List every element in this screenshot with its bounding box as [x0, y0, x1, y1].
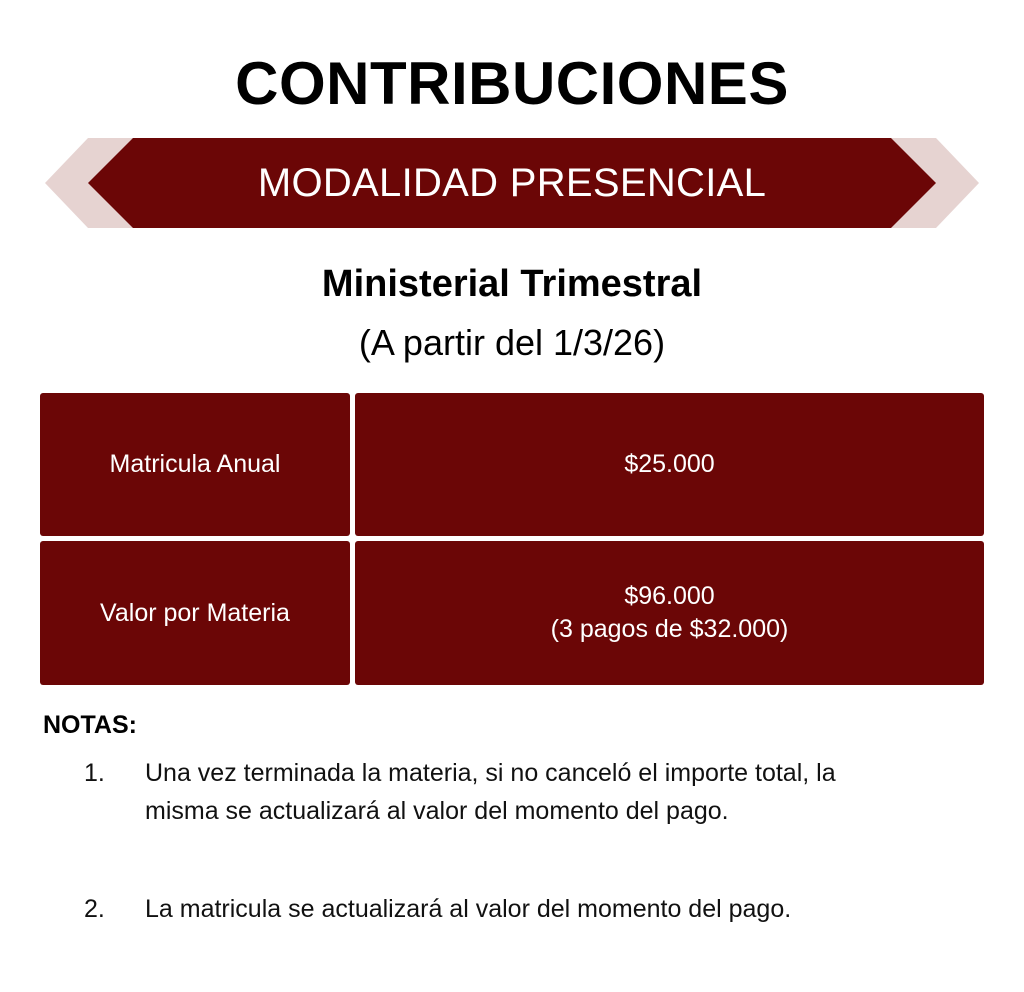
fee-value-cell — [355, 541, 984, 685]
note-text: La matricula se actualizará al valor del momento del pago. — [145, 895, 792, 923]
fee-installments-detail: (3 pagos de $32.000) — [550, 615, 789, 643]
section-title: Ministerial Trimestral — [321, 263, 703, 305]
note-text: Una vez terminada la materia, si no canceló el importe total, la misma se actualizará al valor del momento del pago. — [145, 759, 836, 825]
page-title: CONTRIBUCIONES — [235, 50, 789, 117]
modality-banner — [0, 136, 1024, 230]
note-number: 1. — [84, 759, 105, 787]
banner-label: MODALIDAD PRESENCIAL — [257, 161, 767, 205]
note-number: 2. — [84, 895, 105, 923]
fee-value: $25.000 — [624, 450, 715, 478]
fee-label: Valor por Materia — [100, 598, 290, 627]
fee-value-cell — [355, 393, 984, 536]
notes-heading: NOTAS: — [43, 711, 137, 739]
section-date-note: (A partir del 1/3/26) — [358, 322, 666, 363]
fee-label-cell — [40, 393, 350, 536]
fee-label-cell — [40, 541, 350, 685]
fee-value: $96.000 — [624, 582, 715, 610]
fee-label: Matricula Anual — [109, 450, 281, 478]
